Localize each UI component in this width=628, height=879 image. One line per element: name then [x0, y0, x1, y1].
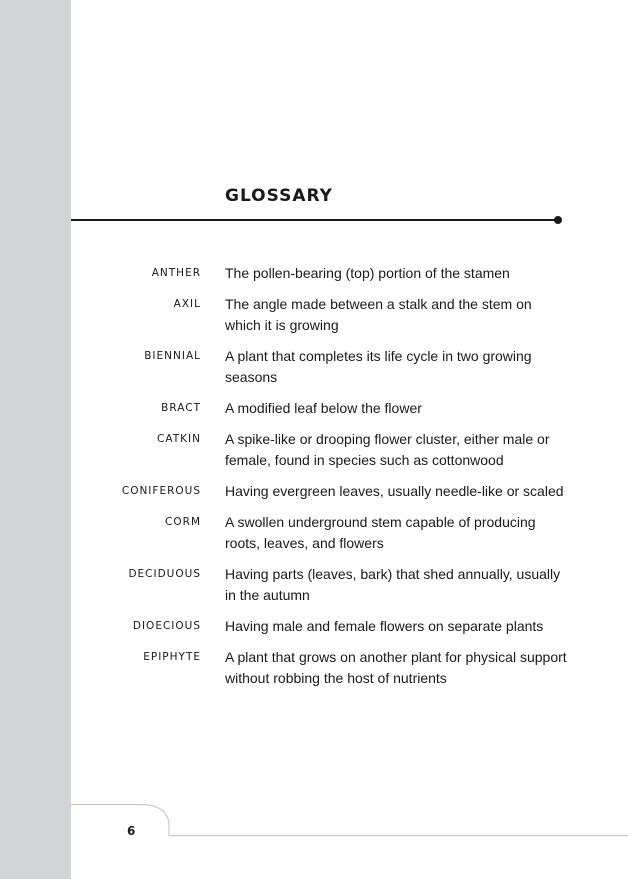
- glossary-entry: [71, 481, 571, 502]
- glossary-term: ANTHER: [151, 267, 201, 279]
- glossary-entry: [71, 346, 571, 388]
- glossary-entry: [71, 512, 571, 554]
- title-underline: [71, 219, 557, 221]
- glossary-definition: Having evergreen leaves, usually needle-like or scaled: [225, 483, 564, 499]
- glossary-entry: [71, 263, 571, 284]
- glossary-entry: [71, 398, 571, 419]
- glossary-entry: [71, 616, 571, 637]
- glossary-term: BIENNIAL: [144, 350, 201, 362]
- glossary-definition: The pollen-bearing (top) portion of the stamen: [225, 265, 510, 281]
- glossary-term: DIOECIOUS: [132, 620, 201, 632]
- glossary-definition: A modified leaf below the flower: [225, 400, 422, 416]
- glossary-entry: [71, 429, 571, 471]
- glossary-term: CORM: [165, 516, 201, 528]
- page-title: GLOSSARY: [225, 186, 333, 206]
- underline-end-dot: [554, 216, 562, 224]
- glossary-entry: [71, 294, 571, 336]
- side-margin-strip: [0, 0, 71, 879]
- glossary-definition: A spike-like or drooping flower cluster, either male or female, found in species such as cottonwood: [225, 431, 550, 468]
- glossary-term: DECIDUOUS: [128, 568, 201, 580]
- page-number: 6: [127, 824, 136, 838]
- glossary-definition: The angle made between a stalk and the stem on which it is growing: [225, 296, 532, 333]
- glossary-definition: A swollen underground stem capable of producing roots, leaves, and flowers: [225, 514, 536, 551]
- glossary-term: AXIL: [173, 298, 201, 310]
- glossary-term: CONIFEROUS: [121, 485, 201, 497]
- glossary-term: BRACT: [161, 402, 201, 414]
- glossary-entry: [71, 564, 571, 606]
- glossary-list: [71, 263, 571, 699]
- glossary-term: CATKIN: [157, 433, 201, 445]
- glossary-definition: A plant that grows on another plant for physical support without robbing the host of nutrients: [225, 649, 567, 686]
- footer-tab-line: [71, 804, 628, 844]
- glossary-term: EPIPHYTE: [143, 651, 201, 663]
- glossary-entry: [71, 647, 571, 689]
- glossary-definition: Having parts (leaves, bark) that shed annually, usually in the autumn: [225, 566, 561, 603]
- glossary-definition: A plant that completes its life cycle in two growing seasons: [225, 348, 532, 385]
- glossary-definition: Having male and female flowers on separate plants: [225, 618, 544, 634]
